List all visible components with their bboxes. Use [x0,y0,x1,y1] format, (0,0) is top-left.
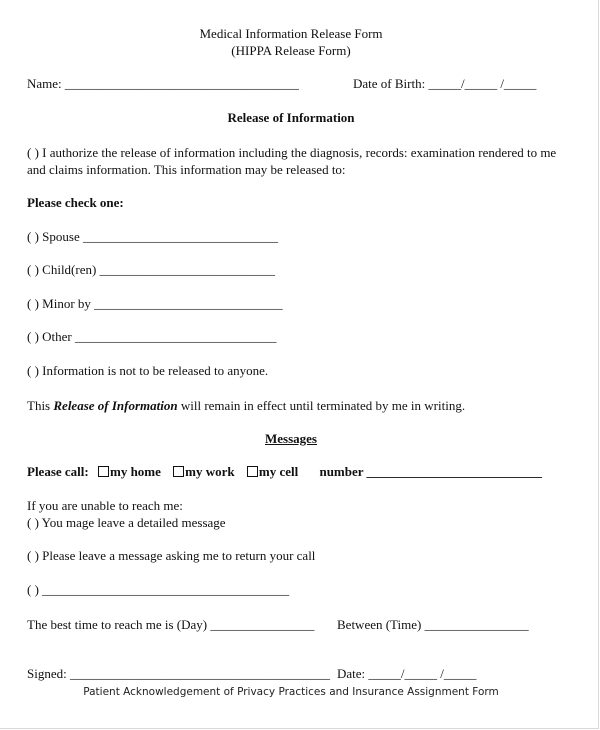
my-work-checkbox[interactable] [173,466,184,477]
release-heading: Release of Information [227,110,355,125]
between-time-field[interactable]: Between (Time) ________________ [337,617,529,632]
my-cell-label: my cell [258,464,299,479]
number-label: number [319,464,364,479]
effect-statement [27,398,465,414]
spouse-option[interactable]: ( ) Spouse ______________________________ [27,229,278,244]
blank-option[interactable]: ( ) ______________________________________ [27,582,290,597]
effect-suffix: will remain in effect until terminated by me in writing. [177,398,466,413]
please-call-row [27,464,542,480]
my-home-label: my home [109,464,161,479]
my-home-checkbox[interactable] [98,466,109,477]
my-cell-checkbox[interactable] [247,466,258,477]
name-field[interactable]: Name: ____________________________________ [27,76,299,91]
signed-date-field[interactable]: Date: _____/_____ /_____ [337,666,477,681]
number-field[interactable]: ___________________________ [366,464,543,479]
effect-prefix: This [27,398,54,413]
footer-text: Patient Acknowledgement of Privacy Practices and Insurance Assignment Form [83,686,499,698]
children-option[interactable]: ( ) Child(ren) ___________________________ [27,262,276,277]
check-one-label: Please check one: [27,195,124,210]
date-of-birth-field[interactable]: Date of Birth: _____/_____ /_____ [353,76,537,91]
please-call-label: Please call: [27,464,89,479]
unable-reach-label: If you are unable to reach me: [27,498,183,513]
form-subtitle: (HIPPA Release Form) [231,43,351,58]
form-title: Medical Information Release Form [199,26,383,41]
best-time-field[interactable]: The best time to reach me is (Day) ________________ [27,617,315,632]
authorize-continuation: and claims information. This information may be released to: [27,162,346,177]
leave-message-option[interactable]: ( ) Please leave a message asking me to return your call [27,548,316,563]
signature-field[interactable]: Signed: ________________________________________ [27,666,330,681]
other-option[interactable]: ( ) Other _______________________________ [27,329,277,344]
effect-emphasis: Release of Information [53,398,178,413]
minor-option[interactable]: ( ) Minor by _____________________________ [27,296,283,311]
authorize-option[interactable]: ( ) I authorize the release of information including the diagnosis, records: examination rendered to me [27,145,557,160]
messages-heading: Messages [265,431,317,446]
my-work-label: my work [185,464,235,479]
not-released-option[interactable]: ( ) Information is not to be released to anyone. [27,363,269,378]
detailed-message-option[interactable]: ( ) You mage leave a detailed message [27,515,226,530]
